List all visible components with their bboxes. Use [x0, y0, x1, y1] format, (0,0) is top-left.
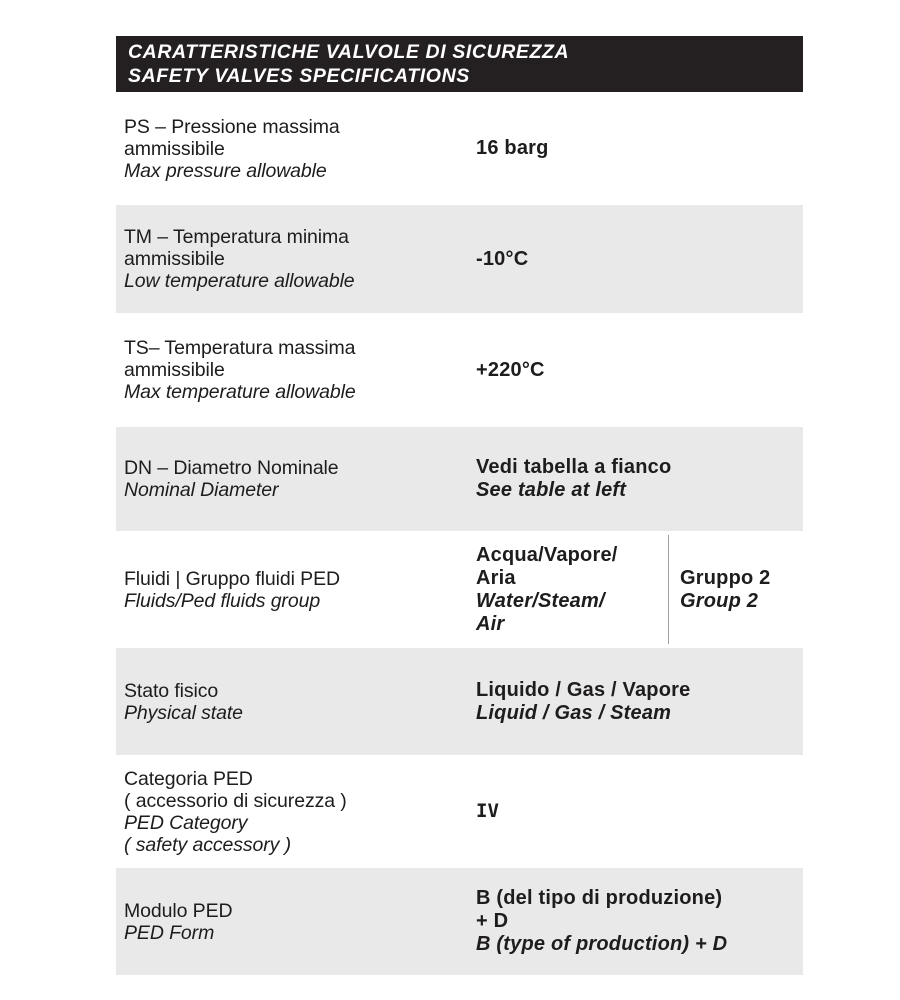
row-label [116, 768, 476, 856]
row-value [476, 800, 803, 823]
label-line-en: Physical state [124, 701, 243, 724]
row-label [116, 116, 476, 182]
label-line-it: Modulo PED [124, 899, 233, 922]
value-line-it: Vedi tabella a fianco [476, 456, 672, 478]
table-title-italian: CARATTERISTICHE VALVOLE DI SICUREZZA [128, 41, 570, 63]
row-label [116, 226, 476, 292]
label-line-it: Stato fisico [124, 679, 219, 702]
group-line-en: Group 2 [680, 589, 759, 612]
label-line-it: ( accessorio di sicurezza ) [124, 789, 347, 812]
label-line-en: PED Form [124, 921, 215, 944]
value-line-it: Liquido / Gas / Vapore [476, 678, 691, 701]
row-label [116, 568, 476, 612]
row-label [116, 457, 476, 501]
label-line-en: Low temperature allowable [124, 270, 355, 292]
label-line-en: Max pressure allowable [124, 159, 327, 182]
label-line-it: ammissibile [124, 137, 225, 160]
spec-row-tm [116, 205, 803, 313]
spec-row-ps [116, 92, 803, 205]
value-line-en: B (type of production) + D [476, 933, 728, 955]
label-line-it: ammissibile [124, 248, 225, 270]
value-line-en: Water/Steam/ [476, 589, 605, 612]
table-header [116, 36, 803, 92]
row-value [476, 544, 668, 636]
fluid-group-cell [668, 535, 803, 644]
group-line-it: Gruppo 2 [680, 566, 771, 589]
value-line-en: Air [476, 612, 505, 635]
row-value [476, 456, 803, 502]
spec-row-dn [116, 427, 803, 531]
label-line-it: DN – Diametro Nominale [124, 457, 339, 479]
value-line-it: 16 barg [476, 137, 549, 159]
label-line-en: Fluids/Ped fluids group [124, 589, 321, 612]
row-value [476, 248, 803, 271]
value-line-it: + D [476, 910, 509, 932]
label-line-it: ammissibile [124, 359, 225, 381]
value-line-it: B (del tipo di produzione) [476, 887, 723, 909]
label-line-it: TM – Temperatura minima [124, 226, 349, 248]
row-value [476, 679, 803, 725]
row-label [116, 680, 476, 724]
row-value [476, 359, 803, 382]
row-value [476, 887, 803, 956]
table-title-english: SAFETY VALVES SPECIFICATIONS [128, 65, 470, 87]
spec-row-ped-category [116, 755, 803, 868]
label-line-it: Categoria PED [124, 767, 253, 790]
value-line-it: Acqua/Vapore/ [476, 543, 618, 566]
value-line-it: -10°C [476, 247, 529, 270]
label-line-en: Nominal Diameter [124, 479, 279, 501]
value-line-it: +220°C [476, 358, 545, 381]
spec-row-ped-form [116, 868, 803, 975]
spec-row-physical-state [116, 648, 803, 755]
value-line-en: See table at left [476, 479, 627, 501]
spec-row-fluids [116, 531, 803, 648]
value-line-en: Liquid / Gas / Steam [476, 701, 672, 724]
label-line-it: TS– Temperatura massima [124, 337, 356, 359]
label-line-en: PED Category [124, 811, 248, 834]
label-line-it: Fluidi | Gruppo fluidi PED [124, 567, 340, 590]
value-line-it: Aria [476, 566, 516, 589]
row-label [116, 900, 476, 944]
spec-row-ts [116, 313, 803, 427]
safety-valves-spec-table [116, 36, 803, 975]
row-value [476, 137, 803, 160]
row-label [116, 337, 476, 403]
label-line-en: ( safety accessory ) [124, 833, 292, 856]
value-line-it: IV [476, 800, 499, 822]
label-line-en: Max temperature allowable [124, 381, 356, 403]
label-line-it: PS – Pressione massima [124, 115, 340, 138]
